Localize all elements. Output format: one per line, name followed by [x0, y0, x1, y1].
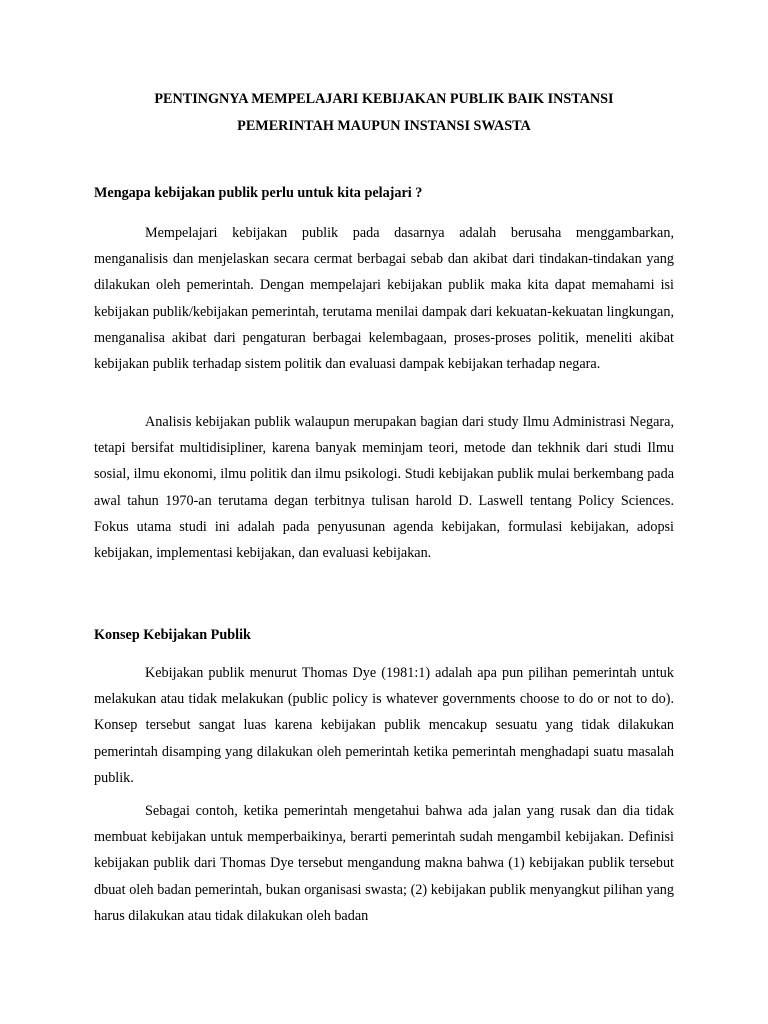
- paragraph: Analisis kebijakan publik walaupun merupakan bagian dari study Ilmu Administrasi Negara, tetapi bersifat multidisipliner, karena banyak meminjam teori, metode dan tekhnik dari studi Ilmu sosial, ilmu ekonomi, ilmu politik dan ilmu psikologi. Studi kebijakan publik mulai berkembang pada awal tahun 1970-an terutama degan terbitnya tulisan harold D. Laswell tentang Policy Sciences. Fokus utama studi ini adalah pada penyusunan agenda kebijakan, formulasi kebijakan, adopsi kebijakan, implementasi kebijakan, dan evaluasi kebijakan.: [94, 414, 674, 562]
- paragraph: Mempelajari kebijakan publik pada dasarnya adalah berusaha menggambarkan, menganalisis dan menjelaskan secara cermat berbagai sebab dan akibat dari tindakan-tindakan yang dilakukan oleh pemerintah. Dengan mempelajari kebijakan publik maka kita dapat memahami isi kebijakan publik/kebijakan pemerintah, terutama menilai dampak dari kekuatan-kekuatan lingkungan, menganalisa akibat dari pengaturan berbagai kelembagaan, proses-proses politik, meneliti akibat kebijakan publik terhadap sistem politik dan evaluasi dampak kebijakan terhadap negara.: [94, 225, 674, 373]
- title-line-1: PENTINGNYA MEMPELAJARI KEBIJAKAN PUBLIK BAIK INSTANSI: [154, 91, 614, 107]
- section-heading-concept: Konsep Kebijakan Publik: [94, 627, 251, 643]
- paragraph: Kebijakan publik menurut Thomas Dye (1981:1) adalah apa pun pilihan pemerintah untuk melakukan atau tidak melakukan (public policy is whatever governments choose to do or not to do). Konsep tersebut sangat luas karena kebijakan publik mencakup sesuatu yang tidak dilakukan pemerintah disamping yang dilakukan oleh pemerintah ketika pemerintah menghadapi suatu masalah publik.: [94, 665, 674, 786]
- section-heading-why-study: Mengapa kebijakan publik perlu untuk kita pelajari ?: [94, 185, 423, 201]
- paragraph: Sebagai contoh, ketika pemerintah mengetahui bahwa ada jalan yang rusak dan dia tidak membuat kebijakan untuk memperbaikinya, berarti pemerintah sudah mengambil kebijakan. Definisi kebijakan publik dari Thomas Dye tersebut mengandung makna bahwa (1) kebijakan publik tersebut dbuat oleh badan pemerintah, bukan organisasi swasta; (2) kebijakan publik menyangkut pilihan yang harus dilakukan atau tidak dilakukan oleh badan: [94, 803, 674, 924]
- document-title: [60, 86, 708, 140]
- title-line-2: PEMERINTAH MAUPUN INSTANSI SWASTA: [237, 118, 531, 134]
